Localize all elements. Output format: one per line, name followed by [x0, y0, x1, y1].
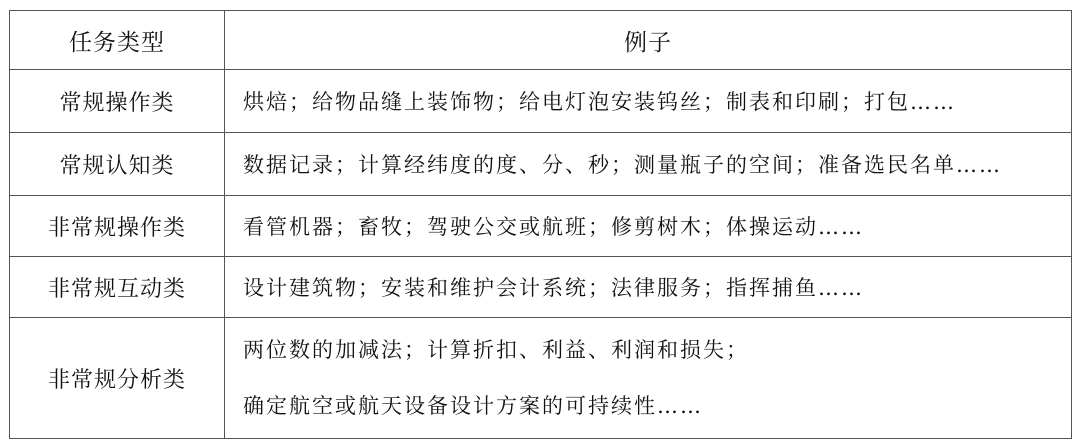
task-type-table — [9, 10, 1072, 439]
table-row — [10, 133, 1072, 196]
task-type-cell: 常规认知类 — [10, 133, 225, 196]
table-row — [10, 318, 1072, 439]
table-row — [10, 257, 1072, 318]
task-type-cell: 非常规操作类 — [10, 196, 225, 257]
example-cell: 设计建筑物；安装和维护会计系统；法律服务；指挥捕鱼…… — [225, 257, 1072, 318]
task-type-cell: 常规操作类 — [10, 70, 225, 133]
example-cell: 数据记录；计算经纬度的度、分、秒；测量瓶子的空间；准备选民名单…… — [225, 133, 1072, 196]
table-header-row — [10, 11, 1072, 70]
task-type-cell: 非常规分析类 — [10, 318, 225, 439]
example-line: 确定航空或航天设备设计方案的可持续性…… — [243, 394, 703, 418]
example-cell — [225, 318, 1072, 439]
header-task-type: 任务类型 — [10, 11, 225, 70]
example-cell: 烘焙；给物品缝上装饰物；给电灯泡安装钨丝；制表和印刷；打包…… — [225, 70, 1072, 133]
example-cell: 看管机器；畜牧；驾驶公交或航班；修剪树木；体操运动…… — [225, 196, 1072, 257]
table-row — [10, 70, 1072, 133]
header-example: 例子 — [225, 11, 1072, 70]
table-row — [10, 196, 1072, 257]
example-line: 两位数的加减法；计算折扣、利益、利润和损失； — [243, 338, 749, 362]
task-type-cell: 非常规互动类 — [10, 257, 225, 318]
